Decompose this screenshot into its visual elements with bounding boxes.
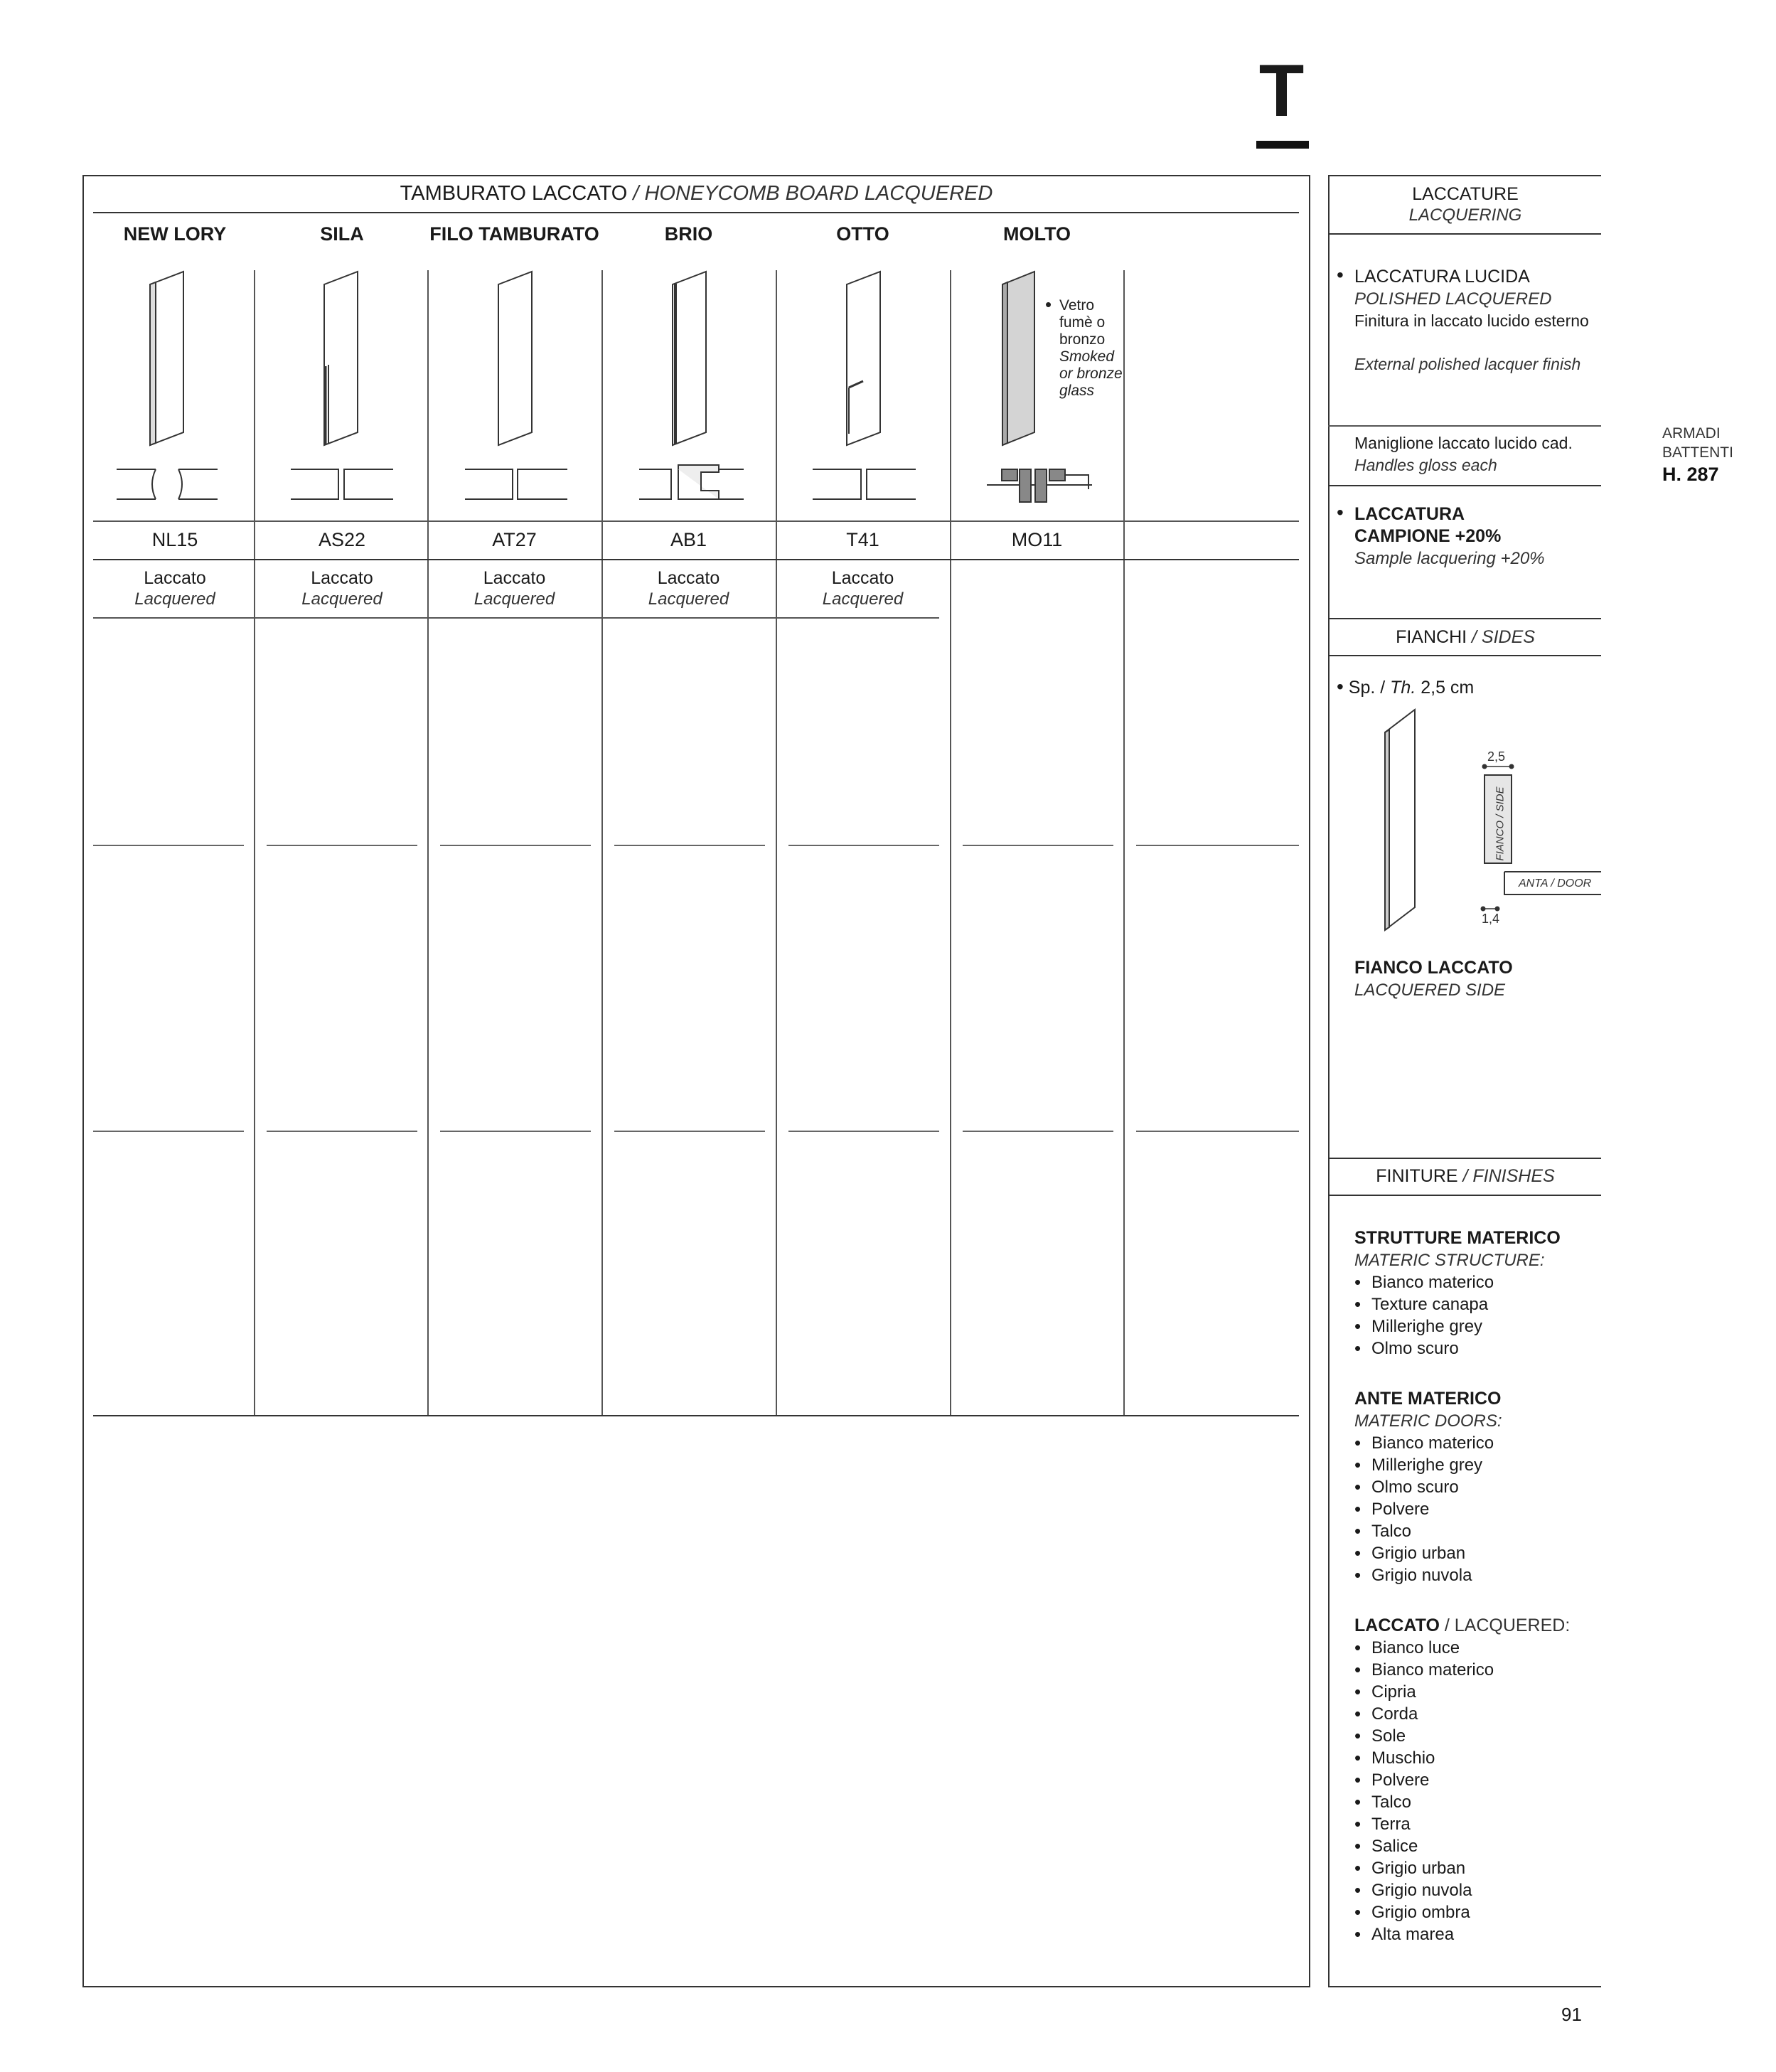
list-item: • Millerighe grey — [1354, 1315, 1601, 1337]
finish-label: Laccato — [657, 568, 720, 588]
list-item: • Millerighe grey — [1354, 1454, 1601, 1476]
thickness-label: Sp. / — [1348, 678, 1386, 698]
molto-note-line4: Smoked — [1059, 348, 1115, 365]
label-door: ANTA / DOOR — [1519, 877, 1592, 890]
grid-rule — [614, 845, 765, 846]
list-item: • Polvere — [1354, 1769, 1601, 1791]
sides-header — [1330, 627, 1601, 648]
grid-rule — [614, 1131, 765, 1132]
list-item: • Bianco materico — [1354, 1271, 1601, 1293]
thickness-line — [1337, 675, 1474, 698]
finish-cell — [427, 567, 601, 610]
bullet-icon: • — [1337, 675, 1344, 698]
model-code-ab1: AB1 — [670, 529, 707, 550]
finish-group-structure — [1354, 1227, 1601, 1360]
finishes-header-en: / FINISHES — [1462, 1166, 1555, 1186]
sidebar-rule — [1328, 655, 1601, 656]
finishes-list — [1354, 1227, 1601, 1945]
side-tab — [1662, 424, 1769, 486]
sidebar-top-rule — [1328, 175, 1601, 176]
sample-block — [1337, 503, 1601, 570]
lacquered-title-en: / LACQUERED: — [1444, 1616, 1571, 1635]
main-table-title — [84, 181, 1309, 206]
door-sila — [324, 272, 358, 445]
finish-label-en: Lacquered — [648, 589, 729, 609]
list-item: • Salice — [1354, 1835, 1601, 1857]
finish-group-subtitle: MATERIC DOORS: — [1354, 1411, 1502, 1431]
molto-note — [1045, 294, 1123, 400]
model-name-sila: SILA — [320, 223, 364, 245]
note-bullet-icon: • — [1045, 294, 1052, 315]
grid-rule — [267, 1131, 417, 1132]
finish-cell — [601, 567, 776, 610]
sidebar-rule — [1328, 1195, 1601, 1196]
sidebar-bottom-rule — [1328, 1986, 1601, 1987]
handles-block — [1354, 432, 1601, 476]
lacquering-header-en: LACQUERING — [1408, 205, 1522, 225]
finishes-header-it: FINITURE — [1376, 1166, 1458, 1186]
finish-group-doors — [1354, 1388, 1601, 1586]
finishes-header — [1330, 1166, 1601, 1187]
lacquering-header — [1330, 183, 1601, 226]
model-name-new-lory: NEW LORY — [123, 223, 227, 245]
list-item: • Olmo scuro — [1354, 1337, 1601, 1360]
sample-title-1: LACCATURA — [1354, 504, 1465, 524]
finish-label: Laccato — [144, 568, 206, 588]
finish-cell — [776, 567, 950, 610]
list-item: • Bianco luce — [1354, 1637, 1601, 1659]
finish-items — [1354, 1271, 1601, 1360]
grid-rule — [963, 1131, 1113, 1132]
profile-molto — [987, 469, 1092, 502]
model-name-filo-tamburato: FILO TAMBURATO — [429, 223, 599, 245]
finish-label-en: Lacquered — [134, 589, 215, 609]
door-filo-tamburato — [498, 272, 532, 445]
page-number: 91 — [1561, 2004, 1582, 2025]
code-row-top-rule — [93, 520, 1299, 522]
list-item: • Grigio nuvola — [1354, 1879, 1601, 1901]
finish-label-en: Lacquered — [301, 589, 383, 609]
finish-items — [1354, 1637, 1601, 1945]
grid-rule — [93, 845, 244, 846]
list-item: • Terra — [1354, 1813, 1601, 1835]
sidebar-rule — [1328, 233, 1601, 235]
finish-label: Laccato — [831, 568, 894, 588]
door-new-lory — [150, 272, 183, 445]
lacquering-header-it: LACCATURE — [1412, 184, 1519, 204]
handles-text: Maniglione laccato lucido cad. — [1354, 434, 1573, 452]
grid-bottom-rule — [93, 1415, 1299, 1416]
model-code-nl15: NL15 — [151, 529, 198, 550]
thickness-value: 2,5 cm — [1421, 678, 1475, 698]
molto-note-line5: or bronze — [1059, 365, 1123, 382]
list-item: • Bianco materico — [1354, 1432, 1601, 1454]
title-it: TAMBURATO LACCATO — [400, 182, 628, 205]
code-row-bottom-rule — [93, 559, 1299, 560]
finish-group-title: ANTE MATERICO — [1354, 1389, 1502, 1409]
sidebar-rule — [1328, 425, 1601, 427]
finish-label: Laccato — [311, 568, 373, 588]
finish-label-en: Lacquered — [474, 589, 555, 609]
side-panel-drawing — [1379, 704, 1601, 946]
grid-rule — [1136, 1131, 1299, 1132]
door-brio — [673, 272, 706, 445]
list-item: • Grigio ombra — [1354, 1901, 1601, 1923]
model-code-mo11: MO11 — [1011, 529, 1063, 550]
grid-rule — [93, 1131, 244, 1132]
section-letter: T — [1258, 50, 1305, 132]
finish-items — [1354, 1432, 1601, 1586]
door-otto — [847, 272, 880, 445]
grid-rule — [267, 845, 417, 846]
profile-sila — [291, 469, 393, 499]
finish-cell — [93, 567, 257, 610]
sample-en: Sample lacquering +20% — [1354, 549, 1545, 568]
section-letter-underline — [1256, 141, 1309, 149]
side-tab-height: H. 287 — [1662, 464, 1719, 485]
dim-door-label: 1,4 — [1482, 912, 1500, 926]
grid-rule — [788, 845, 939, 846]
side-caption-en: LACQUERED SIDE — [1354, 981, 1506, 1000]
finish-label-en: Lacquered — [822, 589, 904, 609]
list-item: • Bianco materico — [1354, 1659, 1601, 1681]
sidebar-frame-left — [1328, 175, 1330, 1987]
list-item: • Muschio — [1354, 1747, 1601, 1769]
model-name-brio: BRIO — [664, 223, 713, 245]
sidebar-rule — [1328, 485, 1601, 486]
molto-note-line6: glass — [1059, 383, 1095, 399]
list-item: • Olmo scuro — [1354, 1476, 1601, 1498]
grid-rule — [963, 845, 1113, 846]
side-caption-it: FIANCO LACCATO — [1354, 958, 1513, 978]
model-code-at27: AT27 — [492, 529, 537, 550]
list-item: • Grigio nuvola — [1354, 1564, 1601, 1586]
list-item: • Polvere — [1354, 1498, 1601, 1520]
sidebar-rule — [1328, 1158, 1601, 1159]
list-item: • Corda — [1354, 1703, 1601, 1725]
title-en: / HONEYCOMB BOARD LACQUERED — [633, 182, 993, 205]
list-item: • Sole — [1354, 1725, 1601, 1747]
model-code-t41: T41 — [846, 529, 879, 550]
thickness-label-en: Th. — [1390, 678, 1416, 698]
door-molto — [1002, 272, 1034, 445]
bullet-icon: • — [1337, 264, 1344, 286]
model-name-molto: MOLTO — [1003, 223, 1071, 245]
finish-group-title: STRUTTURE MATERICO — [1354, 1228, 1561, 1248]
list-item: • Cipria — [1354, 1681, 1601, 1703]
grid-rule — [788, 1131, 939, 1132]
sample-title-2: CAMPIONE +20% — [1354, 526, 1502, 546]
list-item: • Grigio urban — [1354, 1542, 1601, 1564]
sides-header-en: / SIDES — [1472, 627, 1535, 647]
list-item: • Talco — [1354, 1520, 1601, 1542]
list-item: • Grigio urban — [1354, 1857, 1601, 1879]
lacquered-title: LACCATO — [1354, 1616, 1440, 1635]
side-caption — [1354, 957, 1513, 1001]
model-name-otto: OTTO — [836, 223, 889, 245]
dim-side-label: 2,5 — [1487, 749, 1506, 764]
molto-note-line1: Vetro — [1059, 297, 1095, 314]
title-rule — [93, 212, 1299, 213]
finish-row-rule — [93, 617, 939, 619]
finish-group-lacquered — [1354, 1615, 1601, 1945]
finish-group-subtitle: MATERIC STRUCTURE: — [1354, 1251, 1545, 1270]
polished-desc: Finitura in laccato lucido esterno — [1354, 311, 1589, 330]
profile-new-lory — [117, 469, 218, 499]
polished-block — [1337, 266, 1601, 375]
grid-rule — [440, 845, 591, 846]
side-tab-line1: ARMADI — [1662, 425, 1721, 442]
list-item: • Texture canapa — [1354, 1293, 1601, 1315]
molto-note-line3: bronzo — [1059, 331, 1106, 348]
finish-cell — [257, 567, 427, 610]
sidebar-rule — [1328, 618, 1601, 619]
polished-desc-en: External polished lacquer finish — [1354, 355, 1581, 373]
sides-header-it: FIANCHI — [1396, 627, 1467, 647]
polished-title-en: POLISHED LACQUERED — [1354, 289, 1552, 309]
grid-rule — [1136, 845, 1299, 846]
finish-label: Laccato — [483, 568, 546, 588]
profile-filo — [465, 469, 567, 499]
list-item: • Alta marea — [1354, 1923, 1601, 1945]
bullet-icon: • — [1337, 501, 1344, 523]
molto-note-line2: fumè o — [1059, 314, 1106, 331]
list-item: • Talco — [1354, 1791, 1601, 1813]
label-side: FIANCO / SIDE — [1494, 786, 1507, 861]
side-tab-line2: BATTENTI — [1662, 444, 1733, 461]
grid-rule — [440, 1131, 591, 1132]
profile-brio — [639, 465, 744, 499]
model-code-as22: AS22 — [318, 529, 366, 550]
handles-text-en: Handles gloss each — [1354, 456, 1497, 474]
profile-otto — [813, 469, 916, 499]
polished-title: LACCATURA LUCIDA — [1354, 267, 1530, 287]
